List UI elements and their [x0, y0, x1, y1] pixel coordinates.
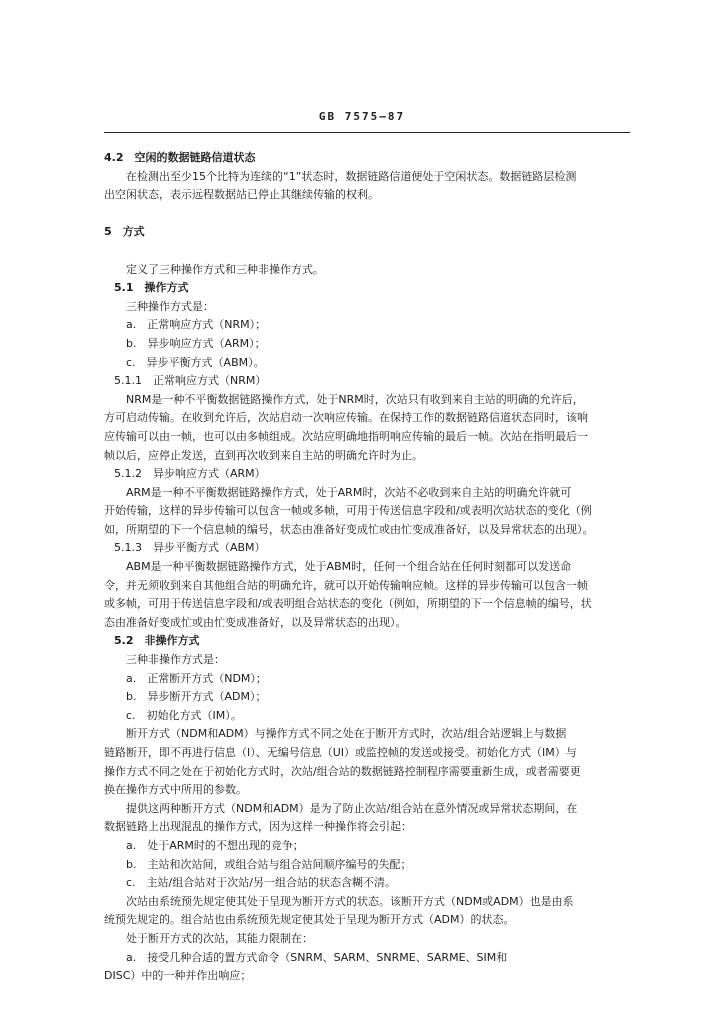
- paragraph-line: NRM是一种不平衡数据链路操作方式，处于NRM时，次站只有收到来自主站的明确的允许后，: [126, 392, 584, 406]
- paragraph-line: 三种非操作方式是：: [126, 653, 225, 667]
- spacer: [104, 242, 640, 261]
- list-item: b. 异步断开方式（ADM）；: [126, 690, 267, 704]
- paragraph-line: 在检测出至少15个比特为连续的“1”状态时，数据链路信道便处于空闲状态。数据链路层检测: [126, 169, 577, 183]
- list-item: a. 正常断开方式（NDM）；: [126, 671, 267, 685]
- paragraph-line: 换在操作方式中所用的参数。: [104, 783, 247, 797]
- paragraph-line: ARM是一种不平衡数据链路操作方式，处于ARM时，次站不必收到来自主站的明确允许就可: [126, 485, 572, 499]
- paragraph-line: DISC）中的一种并作出响应；: [104, 969, 252, 983]
- paragraph-line: 操作方式不同之处在于初始化方式时，次站/组合站的数据链路控制程序需要重新生成，或者需要更: [104, 764, 581, 778]
- paragraph-line: 链路断开，即不再进行信息（I）、无编号信息（UI）或监控帧的发送或接受。初始化方式（IM）与: [104, 746, 577, 759]
- list-item: a. 正常响应方式（NRM）；: [126, 318, 267, 332]
- paragraph-line: 定义了三种操作方式和三种非操作方式。: [126, 262, 324, 276]
- page-header: GB 7575—87: [318, 110, 406, 123]
- paragraph-line: 出空闲状态，表示远程数据站已停止其继续传输的权利。: [104, 188, 379, 202]
- paragraph-line: 方可启动传输。在收到允许后，次站启动一次响应传输。在保持工作的数据链路信道状态同时，该响: [104, 411, 588, 425]
- paragraph-line: 次站由系统预先规定使其处于呈现为断开方式的状态。该断开方式（NDM或ADM）也是由系: [126, 894, 574, 908]
- section-heading: 5 方式: [104, 225, 145, 239]
- list-item: b. 异步响应方式（ARM）；: [126, 336, 266, 350]
- section-heading: 5.1 操作方式: [114, 281, 189, 295]
- list-item: b. 主站和次站间，或组合站与组合站间顺序编号的失配；: [126, 857, 412, 871]
- paragraph-line: 提供这两种断开方式（NDM和ADM）是为了防止次站/组合站在意外情况或异常状态期间，在: [126, 801, 578, 815]
- paragraph-line: 统预先规定的。组合站也由系统预先规定使其处于呈现为断开方式（ADM）的状态。: [104, 913, 515, 927]
- section-heading: 5.1.3 异步平衡方式（ABM）: [114, 541, 266, 555]
- paragraph-line: 开始传输，这样的异步传输可以包含一帧或多帧，可用于传送信息字段和/或表明次站状态的变化（例: [104, 504, 592, 518]
- paragraph-line: 或多帧，可用于传送信息字段和/或表明组合站状态的变化（例如，所期望的下一个信息帧的编号，状: [104, 597, 592, 611]
- header-rule: [104, 132, 630, 133]
- list-item: c. 主站/组合站对于次站/另一组合站的状态含糊不清。: [126, 876, 396, 890]
- list-item: c. 异步平衡方式（ABM）。: [126, 355, 265, 369]
- paragraph-line: 令，并无须收到来自其他组合站的明确允许，就可以开始传输响应帧。这样的异步传输可以包含一帧: [104, 578, 588, 592]
- paragraph-line: 如，所期望的下一个信息帧的编号，状态由准备好变成忙或由忙变成准备好，以及异常状态的出现）。: [104, 522, 594, 536]
- section-heading: 5.1.1 正常响应方式（NRM）: [114, 374, 267, 388]
- paragraph-line: 三种操作方式是：: [126, 299, 214, 313]
- paragraph-line: 处于断开方式的次站，其能力限制在：: [126, 931, 313, 945]
- paragraph-line: 应传输可以由一帧，也可以由多帧组成。次站应明确地指明响应传输的最后一帧。次站在指明最后一: [104, 429, 588, 443]
- paragraph-line: 断开方式（NDM和ADM）与操作方式不同之处在于断开方式时，次站/组合站逻辑上与数据: [126, 727, 567, 741]
- paragraph-line: 帧以后，应停止发送，直到再次收到来自主站的明确允许时为止。: [104, 448, 423, 462]
- section-heading: 4.2 空闲的数据链路信道状态: [104, 151, 256, 164]
- paragraph-line: 数据链路上出现混乱的操作方式，因为这样一种操作将会引起：: [104, 820, 412, 834]
- spacer: [104, 205, 640, 224]
- list-item: a. 处于ARM时的不想出现的竞争；: [126, 838, 304, 852]
- section-heading: 5.1.2 异步响应方式（ARM）: [114, 467, 266, 481]
- list-item: c. 初始化方式（IM）。: [126, 708, 242, 722]
- list-item: a. 接受几种合适的置方式命令（SNRM、SARM、SNRME、SARME、SIM和: [126, 950, 508, 964]
- paragraph-line: ABM是一种平衡数据链路操作方式，处于ABM时，任何一个组合站在任何时刻都可以发送命: [126, 560, 572, 574]
- paragraph-line: 态由准备好变成忙或由忙变成准备好，以及异常状态的出现）。: [104, 615, 407, 629]
- document-body: [104, 149, 640, 986]
- section-heading: 5.2 非操作方式: [114, 634, 200, 648]
